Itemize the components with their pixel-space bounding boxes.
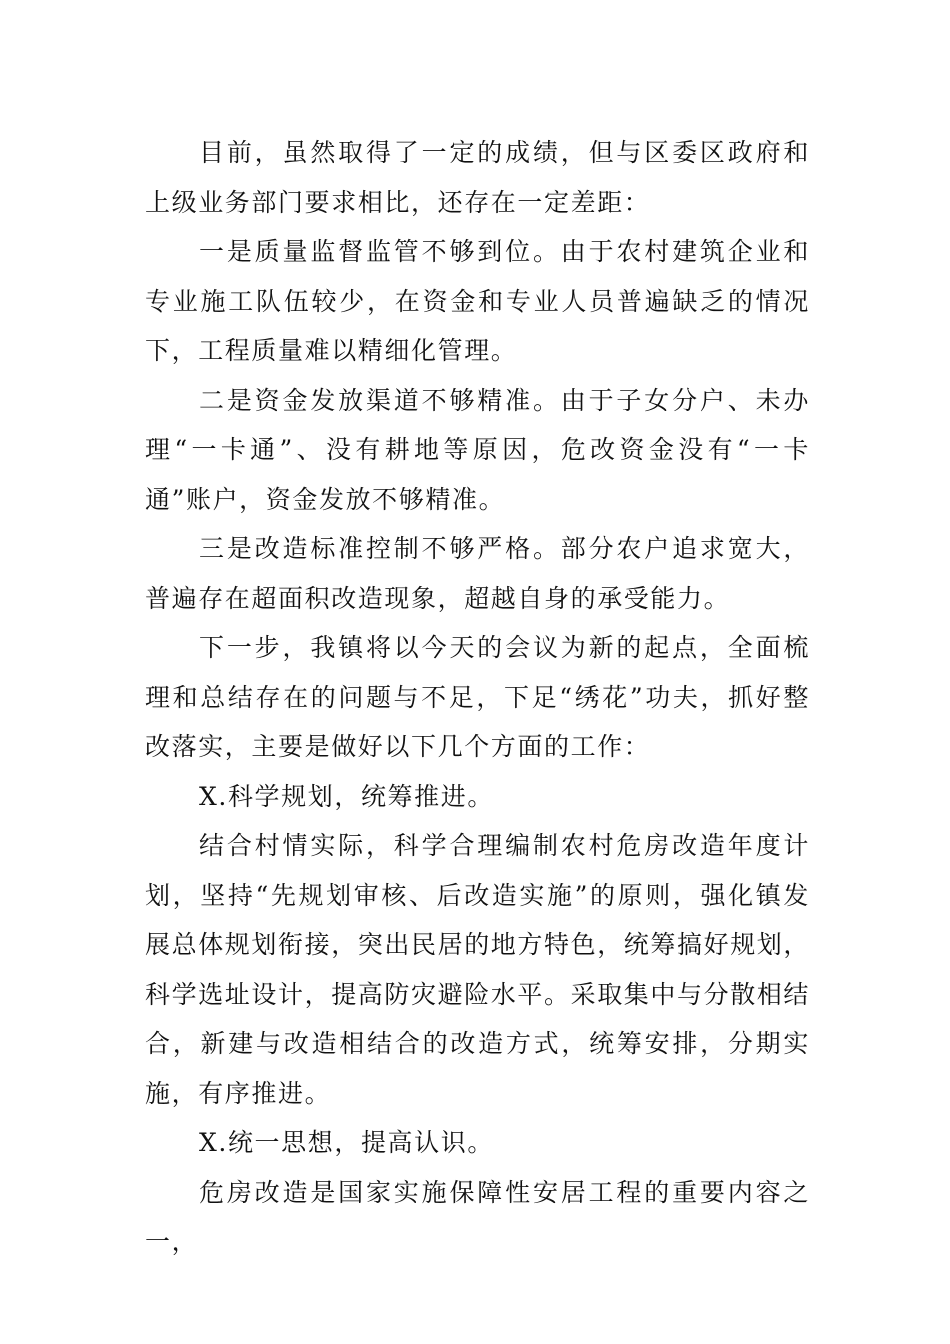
paragraph-current-achievements: 目前，虽然取得了一定的成绩，但与区委区政府和上级业务部门要求相比，还存在一定差距： <box>145 138 810 217</box>
document-body <box>145 128 810 1267</box>
paragraph-housing-importance: 危房改造是国家实施保障性安居工程的重要内容之一， <box>145 1177 810 1256</box>
paragraph-next-steps: 下一步，我镇将以今天的会议为新的起点，全面梳理和总结存在的问题与不足，下足“绣花”功夫，抓好整改落实，主要是做好以下几个方面的工作： <box>145 633 810 761</box>
paragraph-renovation-standards: 三是改造标准控制不够严格。部分农户追求宽大，普遍存在超面积改造现象，超越自身的承受能力。 <box>145 534 810 613</box>
section-heading-planning: X.科学规划，统筹推进。 <box>199 781 494 811</box>
section-heading-unify-thinking: X.统一思想，提高认识。 <box>199 1128 494 1157</box>
paragraph-quality-supervision: 一是质量监督监管不够到位。由于农村建筑企业和专业施工队伍较少，在资金和专业人员普遍缺乏的情况下，工程质量难以精细化管理。 <box>145 237 810 365</box>
paragraph-fund-distribution: 二是资金发放渠道不够精准。由于子女分户、未办理“一卡通”、没有耕地等原因，危改资金没有“一卡通”账户，资金发放不够精准。 <box>145 385 810 514</box>
paragraph-planning: 结合村情实际，科学合理编制农村危房改造年度计划，坚持“先规划审核、后改造实施”的原则，强化镇发展总体规划衔接，突出民居的地方特色，统筹搞好规划，科学选址设计，提高防灾避险水平。采取集中与分散相结合，新建与改造相结合的改造方式，统筹安排，分期实施，有序推进。 <box>145 831 811 1108</box>
